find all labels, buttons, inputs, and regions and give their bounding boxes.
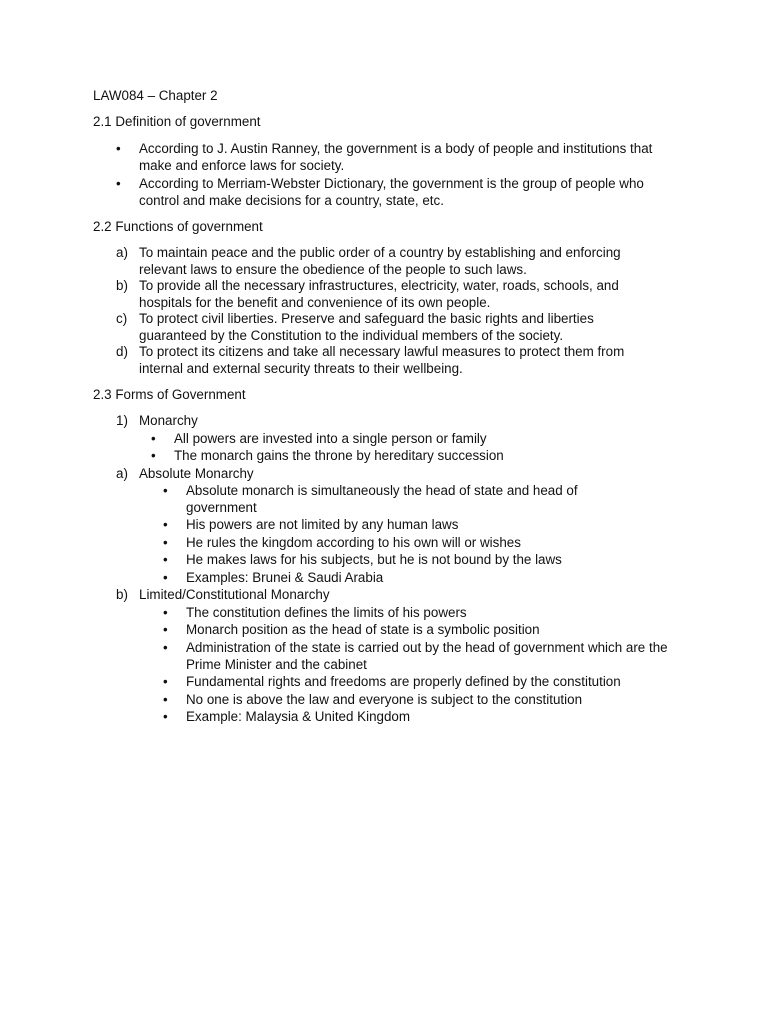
list-marker: 1) bbox=[116, 413, 128, 428]
bullet-icon: • bbox=[163, 709, 168, 724]
list-marker: a) bbox=[116, 245, 128, 260]
bullet-icon: • bbox=[163, 605, 168, 620]
sub-list-item-text: All powers are invested into a single person or family bbox=[174, 431, 487, 446]
sub-list-item-text: No one is above the law and everyone is subject to the constitution bbox=[186, 692, 583, 707]
list-item-text: According to J. Austin Ranney, the government is a body of people and institutions that make and enforce laws for society. bbox=[139, 141, 653, 173]
bullet-icon: • bbox=[163, 640, 168, 655]
list-marker: c) bbox=[116, 311, 128, 326]
list-item-text: According to Merriam-Webster Dictionary, the government is the group of people who control and make decisions for a country, state, etc. bbox=[139, 176, 644, 208]
list-item-text: To provide all the necessary infrastructures, electricity, water, roads, schools, and hospitals for the benefit and convenience of its own people. bbox=[139, 278, 619, 310]
bullet-icon: • bbox=[163, 517, 168, 532]
list-item-text: To protect its citizens and take all necessary lawful measures to protect them from internal and external security threats to their wellbeing. bbox=[139, 344, 625, 376]
list-marker: a) bbox=[116, 466, 128, 481]
bullet-icon: • bbox=[116, 176, 121, 191]
sub-list-item-text: His powers are not limited by any human laws bbox=[186, 517, 459, 532]
list-marker: b) bbox=[116, 278, 128, 293]
section-heading-forms: 2.3 Forms of Government bbox=[93, 387, 246, 402]
sub-list-item-text: The constitution defines the limits of his powers bbox=[186, 605, 467, 620]
bullet-icon: • bbox=[151, 431, 156, 446]
bullet-icon: • bbox=[116, 141, 121, 156]
list-item-text: Absolute Monarchy bbox=[139, 466, 254, 481]
sub-list-item-text: He rules the kingdom according to his own will or wishes bbox=[186, 535, 521, 550]
bullet-icon: • bbox=[163, 692, 168, 707]
sub-list-item-text: Examples: Brunei & Saudi Arabia bbox=[186, 570, 384, 585]
sub-list-item-text: Administration of the state is carried out by the head of government which are the Prime Minister and the cabinet bbox=[186, 640, 668, 672]
sub-list-item-text: The monarch gains the throne by hereditary succession bbox=[174, 448, 504, 463]
sub-list-item-text: He makes laws for his subjects, but he is not bound by the laws bbox=[186, 552, 562, 567]
list-item-text: Monarchy bbox=[139, 413, 198, 428]
bullet-icon: • bbox=[163, 535, 168, 550]
sub-list-item-text: Fundamental rights and freedoms are properly defined by the constitution bbox=[186, 674, 621, 689]
bullet-icon: • bbox=[163, 622, 168, 637]
sub-list-item-text: Monarch position as the head of state is a symbolic position bbox=[186, 622, 540, 637]
section-heading-definition: 2.1 Definition of government bbox=[93, 114, 261, 129]
bullet-icon: • bbox=[163, 483, 168, 498]
list-item-text: Limited/Constitutional Monarchy bbox=[139, 587, 330, 602]
bullet-icon: • bbox=[163, 674, 168, 689]
list-item-text: To maintain peace and the public order of a country by establishing and enforcing relevant laws to ensure the obedience of the people to such laws. bbox=[139, 245, 621, 277]
document-title: LAW084 – Chapter 2 bbox=[93, 88, 218, 103]
list-marker: d) bbox=[116, 344, 128, 359]
section-heading-functions: 2.2 Functions of government bbox=[93, 219, 263, 234]
sub-list-item-text: Example: Malaysia & United Kingdom bbox=[186, 709, 411, 724]
list-item-text: To protect civil liberties. Preserve and safeguard the basic rights and liberties guaranteed by the Constitution to the individual members of the society. bbox=[139, 311, 594, 343]
bullet-icon: • bbox=[163, 552, 168, 567]
list-marker: b) bbox=[116, 587, 128, 602]
sub-list-item-text: Absolute monarch is simultaneously the head of state and head of government bbox=[186, 483, 578, 515]
bullet-icon: • bbox=[151, 448, 156, 463]
bullet-icon: • bbox=[163, 570, 168, 585]
